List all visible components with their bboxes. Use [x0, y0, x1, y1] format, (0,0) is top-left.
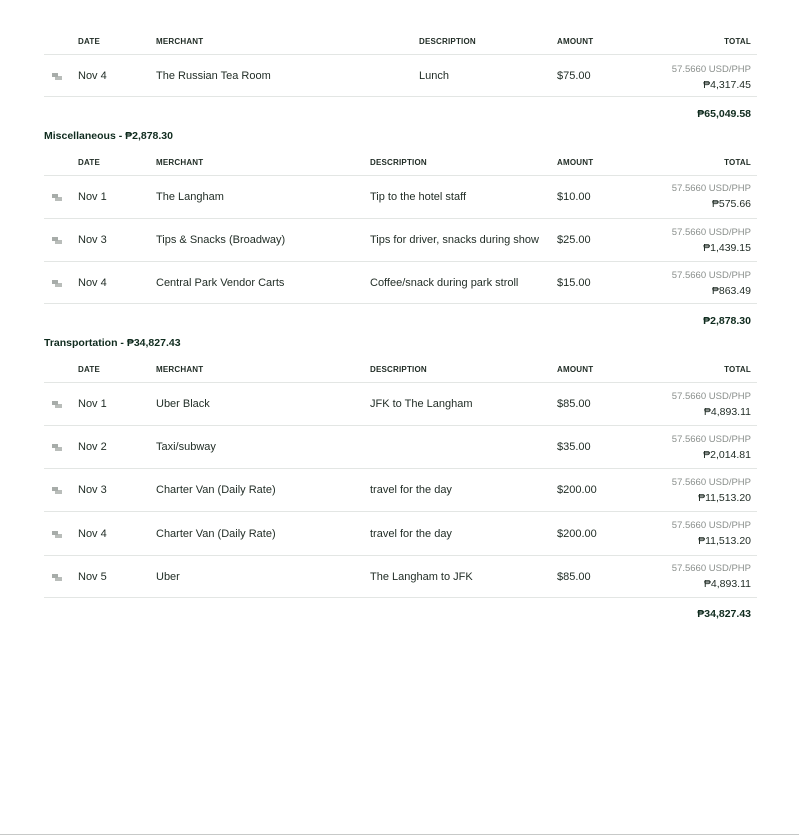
table-row[interactable]: [44, 382, 757, 425]
row-date: Nov 4: [78, 70, 107, 82]
row-amount: $200.00: [557, 528, 597, 540]
table-header: [44, 37, 757, 55]
row-merchant: Taxi/subway: [156, 441, 216, 453]
receipt-icon[interactable]: [52, 487, 62, 494]
row-description: Tips for driver, snacks during show: [370, 234, 539, 246]
row-date: Nov 3: [78, 484, 107, 496]
row-rate: 57.5660 USD/PHP: [671, 64, 751, 75]
row-amount: $15.00: [557, 277, 591, 289]
header-amount: AMOUNT: [557, 158, 594, 167]
row-date: Nov 4: [78, 277, 107, 289]
receipt-icon[interactable]: [52, 280, 62, 287]
row-total: ₱1,439.15: [703, 242, 751, 254]
row-rate: 57.5660 USD/PHP: [671, 391, 751, 402]
header-date: DATE: [78, 37, 100, 46]
row-amount: $10.00: [557, 191, 591, 203]
header-amount: AMOUNT: [557, 365, 594, 374]
row-amount: $200.00: [557, 484, 597, 496]
section-subtotal: ₱2,878.30: [703, 315, 751, 327]
page-bottom-divider: [0, 834, 799, 835]
row-rate: 57.5660 USD/PHP: [671, 227, 751, 238]
header-merchant: MERCHANT: [156, 37, 204, 46]
row-total: ₱4,317.45: [703, 79, 751, 91]
row-amount: $85.00: [557, 571, 591, 583]
table-header: [44, 158, 757, 176]
section-title: Transportation - ₱34,827.43: [44, 337, 181, 349]
receipt-icon[interactable]: [52, 401, 62, 408]
row-merchant: The Russian Tea Room: [156, 70, 271, 82]
row-date: Nov 2: [78, 441, 107, 453]
section-subtotal: ₱34,827.43: [697, 608, 751, 620]
row-amount: $25.00: [557, 234, 591, 246]
row-total: ₱575.66: [711, 198, 751, 210]
row-merchant: The Langham: [156, 191, 224, 203]
row-rate: 57.5660 USD/PHP: [671, 477, 751, 488]
receipt-icon[interactable]: [52, 194, 62, 201]
row-total: ₱2,014.81: [703, 449, 751, 461]
row-amount: $35.00: [557, 441, 591, 453]
table-row[interactable]: [44, 555, 757, 598]
row-rate: 57.5660 USD/PHP: [671, 270, 751, 281]
row-merchant: Tips & Snacks (Broadway): [156, 234, 286, 246]
table-row[interactable]: [44, 54, 757, 97]
row-date: Nov 4: [78, 528, 107, 540]
header-description: DESCRIPTION: [419, 37, 476, 46]
row-description: Lunch: [419, 70, 449, 82]
row-merchant: Uber: [156, 571, 180, 583]
header-date: DATE: [78, 365, 100, 374]
receipt-icon[interactable]: [52, 444, 62, 451]
receipt-icon[interactable]: [52, 73, 62, 80]
header-description: DESCRIPTION: [370, 365, 427, 374]
row-date: Nov 1: [78, 398, 107, 410]
row-description: travel for the day: [370, 484, 452, 496]
header-total: TOTAL: [724, 158, 751, 167]
row-total: ₱11,513.20: [698, 535, 751, 547]
row-merchant: Uber Black: [156, 398, 210, 410]
table-header: [44, 365, 757, 383]
row-date: Nov 3: [78, 234, 107, 246]
header-merchant: MERCHANT: [156, 158, 204, 167]
row-amount: $75.00: [557, 70, 591, 82]
receipt-icon[interactable]: [52, 237, 62, 244]
row-merchant: Charter Van (Daily Rate): [156, 528, 276, 540]
row-rate: 57.5660 USD/PHP: [671, 520, 751, 531]
row-description: Coffee/snack during park stroll: [370, 277, 519, 289]
row-description: travel for the day: [370, 528, 452, 540]
header-description: DESCRIPTION: [370, 158, 427, 167]
row-rate: 57.5660 USD/PHP: [671, 434, 751, 445]
header-date: DATE: [78, 158, 100, 167]
row-date: Nov 1: [78, 191, 107, 203]
table-row[interactable]: [44, 425, 757, 468]
table-row[interactable]: [44, 468, 757, 511]
row-total: ₱11,513.20: [698, 492, 751, 504]
row-description: Tip to the hotel staff: [370, 191, 467, 203]
header-merchant: MERCHANT: [156, 365, 204, 374]
row-total: ₱863.49: [711, 285, 751, 297]
row-merchant: Charter Van (Daily Rate): [156, 484, 276, 496]
header-amount: AMOUNT: [557, 37, 594, 46]
table-row[interactable]: [44, 175, 757, 218]
row-description: JFK to The Langham: [370, 398, 473, 410]
section-title: Miscellaneous - ₱2,878.30: [44, 130, 173, 142]
row-description: The Langham to JFK: [370, 571, 473, 583]
table-row[interactable]: [44, 261, 757, 304]
row-total: ₱4,893.11: [703, 406, 751, 418]
row-rate: 57.5660 USD/PHP: [671, 183, 751, 194]
row-total: ₱4,893.11: [703, 578, 751, 590]
table-row[interactable]: [44, 218, 757, 261]
row-amount: $85.00: [557, 398, 591, 410]
row-rate: 57.5660 USD/PHP: [671, 563, 751, 574]
receipt-icon[interactable]: [52, 574, 62, 581]
header-total: TOTAL: [724, 365, 751, 374]
table-row[interactable]: [44, 511, 757, 554]
row-date: Nov 5: [78, 571, 107, 583]
section-subtotal: ₱65,049.58: [697, 108, 751, 120]
header-total: TOTAL: [724, 37, 751, 46]
receipt-icon[interactable]: [52, 531, 62, 538]
row-merchant: Central Park Vendor Carts: [156, 277, 285, 289]
